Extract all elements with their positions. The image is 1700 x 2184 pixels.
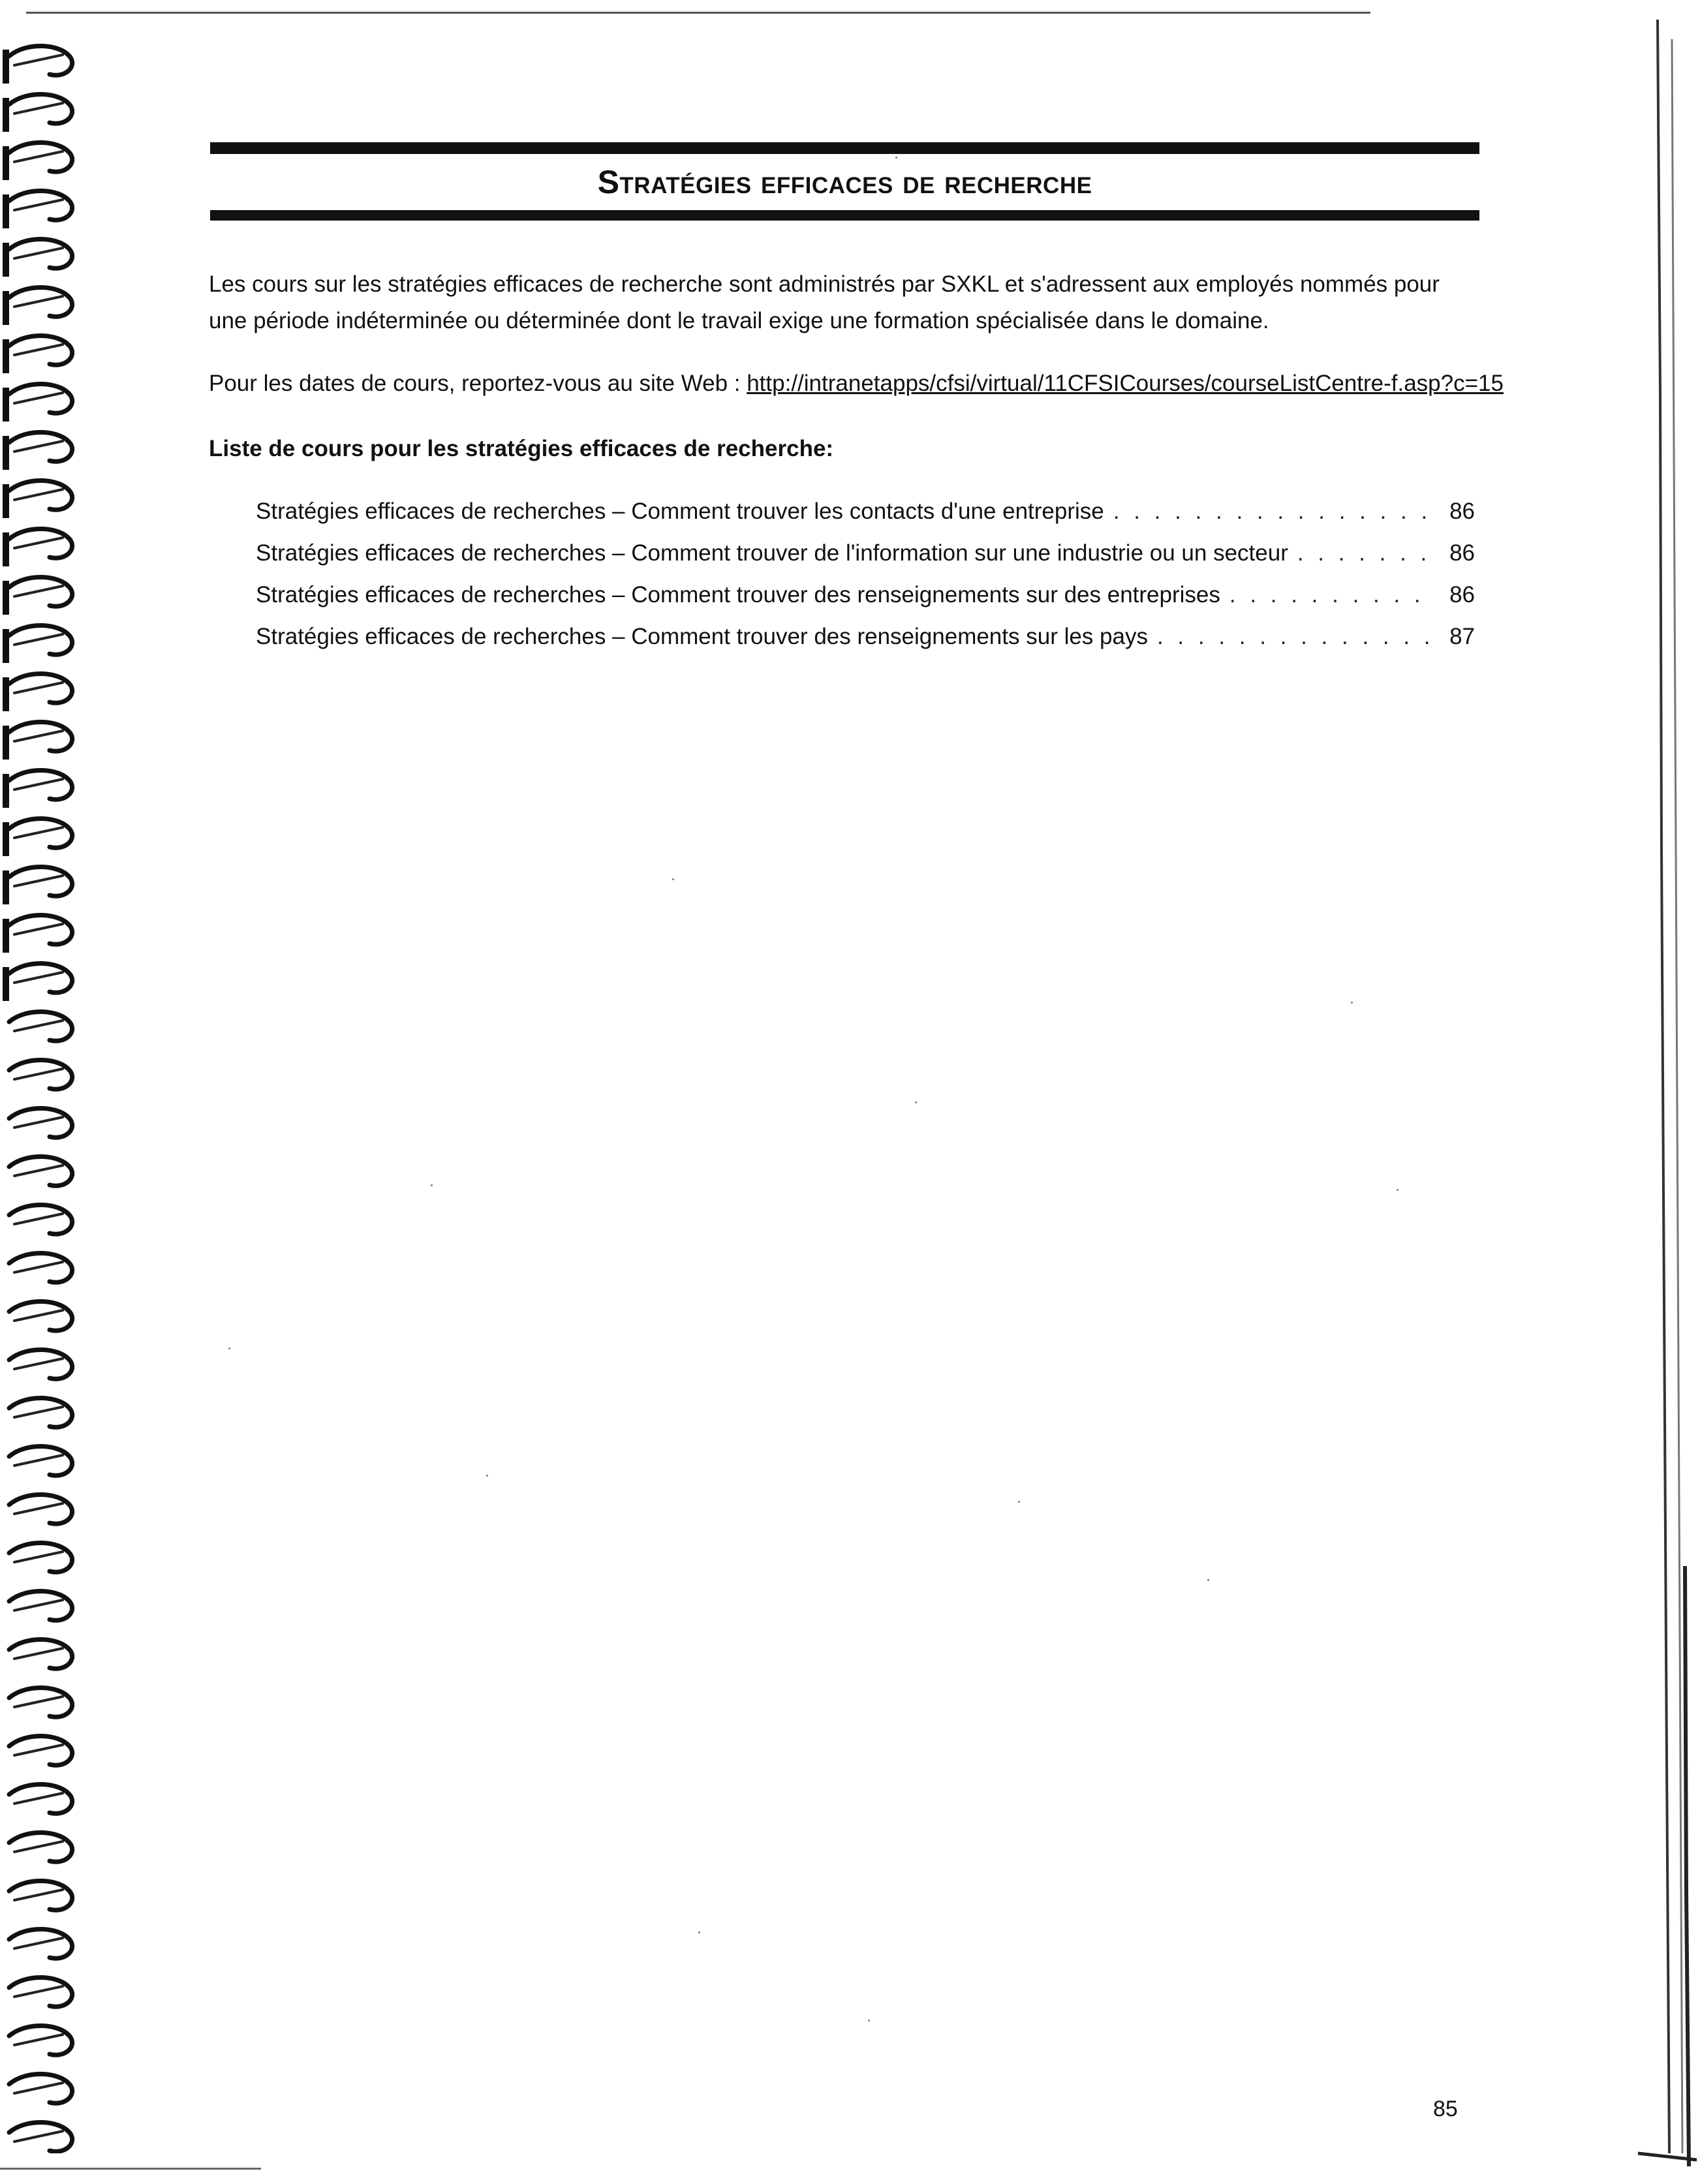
binding-ring — [9, 142, 72, 172]
binding-hole-edge — [3, 243, 9, 277]
scan-speck — [431, 1184, 433, 1186]
dot-leader — [1229, 574, 1436, 616]
binding-ring — [9, 1108, 72, 1137]
binding-hole-edge — [3, 436, 9, 470]
binding-ring — [9, 529, 72, 558]
binding-hole-edge — [3, 677, 9, 711]
binding-ring — [9, 335, 72, 365]
binding-ring — [9, 1784, 72, 1813]
binding-ring — [9, 1060, 72, 1089]
binding-ring — [9, 191, 72, 220]
scan-speck — [1018, 1501, 1020, 1503]
binding-hole-edge — [3, 339, 9, 373]
binding-hole-edge — [3, 194, 9, 228]
binding-ring — [9, 673, 72, 703]
binding-hole-edge — [3, 774, 9, 808]
dot-leader — [1157, 616, 1436, 658]
course-list-item — [256, 616, 1475, 658]
course-dates-label: Pour les dates de cours, reportez-vous au site Web : — [209, 371, 747, 396]
binding-hole-edge — [3, 532, 9, 566]
course-dates-line — [209, 365, 1504, 402]
binding-hole-edge — [3, 98, 9, 132]
binding-ring — [9, 1687, 72, 1717]
binding-ring — [9, 722, 72, 751]
scan-top-edge — [26, 12, 1370, 14]
scan-speck — [698, 1931, 700, 1933]
binding-ring — [9, 1881, 72, 1910]
course-list-item — [256, 574, 1475, 616]
binding-ring — [9, 963, 72, 992]
course-list-heading: Liste de cours pour les stratégies efficaces de recherche: — [209, 436, 834, 461]
course-page-number: 86 — [1449, 582, 1475, 608]
binding-hole-edge — [3, 870, 9, 904]
scan-bottom-edge — [0, 2168, 261, 2170]
binding-hole-edge — [3, 50, 9, 84]
course-title: Stratégies efficaces de recherches – Comment trouver des renseignements sur les pays — [256, 624, 1148, 649]
binding-ring — [9, 577, 72, 606]
scan-speck — [672, 878, 674, 880]
binding-ring — [9, 1205, 72, 1234]
binding-hole-edge — [3, 919, 9, 953]
binding-ring — [9, 1929, 72, 1958]
title-rule-bottom — [210, 210, 1479, 221]
course-page-number: 86 — [1449, 499, 1475, 524]
binding-hole-edge — [3, 726, 9, 760]
scan-speck — [228, 1347, 230, 1349]
scan-speck — [868, 2020, 870, 2022]
binding-ring — [9, 2025, 72, 2055]
course-page-number: 86 — [1449, 540, 1475, 566]
course-dates-link[interactable]: http://intranetapps/cfsi/virtual/11CFSICourses/courseListCentre-f.asp?c=15 — [747, 371, 1504, 396]
scan-speck — [486, 1475, 488, 1477]
course-list-item — [256, 532, 1475, 574]
binding-ring — [9, 94, 72, 123]
intro-paragraph: Les cours sur les stratégies efficaces de recherche sont administrés par SXKL et s'adressent aux employés nommés pour une période indéterminée ou déterminée dont le travail exige une formation spécialisée dans le domaine. — [209, 271, 1440, 333]
binding-ring — [9, 239, 72, 268]
course-title: Stratégies efficaces de recherches – Comment trouver les contacts d'une entreprise — [256, 499, 1104, 524]
page-right-edge — [1631, 0, 1700, 2181]
binding-hole-edge — [3, 291, 9, 325]
binding-hole-edge — [3, 581, 9, 615]
binding-hole-edge — [3, 146, 9, 180]
binding-ring — [9, 1253, 72, 1282]
course-title: Stratégies efficaces de recherches – Comment trouver de l'information sur une industrie ou un secteur — [256, 540, 1288, 566]
binding-ring — [9, 2122, 72, 2151]
course-page-number: 87 — [1449, 624, 1475, 649]
binding-ring — [9, 770, 72, 799]
binding-ring — [9, 1736, 72, 1765]
scan-speck — [1207, 1579, 1209, 1581]
scan-speck — [1397, 1189, 1399, 1191]
binding-ring — [9, 1349, 72, 1379]
binding-ring — [9, 1398, 72, 1427]
binding-hole-edge — [3, 822, 9, 856]
binding-ring — [9, 1446, 72, 1475]
binding-ring — [9, 384, 72, 413]
binding-ring — [9, 287, 72, 316]
binding-ring — [9, 432, 72, 461]
binding-ring — [9, 1011, 72, 1041]
title-rule-top — [210, 142, 1479, 154]
scan-speck — [1351, 1002, 1353, 1004]
scan-speck — [895, 157, 897, 159]
binding-hole-edge — [3, 388, 9, 422]
binding-ring — [9, 818, 72, 848]
binding-ring — [9, 1639, 72, 1669]
course-title: Stratégies efficaces de recherches – Comment trouver des renseignements sur des entreprises — [256, 582, 1220, 608]
dot-leader — [1113, 491, 1436, 532]
scan-speck — [915, 1101, 917, 1103]
binding-hole-edge — [3, 967, 9, 1001]
binding-ring — [9, 1977, 72, 2007]
page-title: Stratégies efficaces de recherche — [597, 164, 1092, 200]
binding-hole-edge — [3, 629, 9, 663]
binding-ring — [9, 1494, 72, 1524]
binding-ring — [9, 867, 72, 896]
binding-ring — [9, 46, 72, 75]
binding-ring — [9, 1301, 72, 1330]
spiral-binding — [0, 26, 91, 2153]
binding-ring — [9, 1591, 72, 1620]
course-list-item — [256, 491, 1475, 532]
binding-ring — [9, 915, 72, 944]
binding-ring — [9, 1156, 72, 1186]
binding-ring — [9, 1543, 72, 1572]
dot-leader — [1297, 532, 1436, 574]
binding-ring — [9, 2074, 72, 2103]
binding-ring — [9, 1832, 72, 1862]
binding-ring — [9, 480, 72, 510]
binding-hole-edge — [3, 484, 9, 518]
binding-ring — [9, 625, 72, 654]
course-list — [256, 491, 1475, 658]
page-number: 85 — [1433, 2097, 1458, 2121]
